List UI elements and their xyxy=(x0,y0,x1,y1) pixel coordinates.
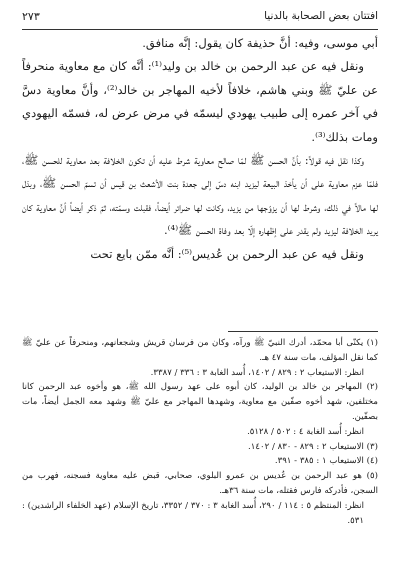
footnote: (٢) المهاجر بن خالد بن الوليد، كان أبوه على عهد رسول الله ﷺ، هو وأخوه عبد الرحمن كانا مختلفين، شهد أخوه صفّين مع معاوية، وشهدها المهاجر مع عليّ ﷺ وشهد معه الجمل أيضاً، مات بصفّين. xyxy=(22,382,378,422)
page-number: ٢٧٣ xyxy=(22,10,40,23)
main-text xyxy=(22,32,378,266)
footnote-reference: انظر: المنتظم ٥ : ١١٤ / ٢٩٠، أُسد الغابة ٣ : ٣٧٠ / ٣٣٥٢، تاريخ الإسلام (عهد الخلفاء الراشدين) : ٥٣١. xyxy=(22,500,365,526)
header-rule xyxy=(22,29,378,30)
footnotes xyxy=(22,336,378,528)
footnote: (٣) الاستيعاب ٢ : ٨٢٩ - ٨٣٠ / ١٤٠٢. xyxy=(248,441,378,452)
footnote: (٥) هو عبد الرحمن بن عُديس بن عمرو البلوي، صحابي، قبض عليه معاوية فسجنه، فهرب من السجن، فأدركه فارس فقتله، مات سنة ٣٦هـ. xyxy=(22,471,378,496)
paragraph: ونقل فيه عن عبد الرحمن بن خالد بن وليد⁽¹⁾: أنَّه كان مع معاوية منحرفاً عن عليّ ﷺ وبني هاشم، خلافاً لأخيه المهاجر بن خالد⁽²⁾، وأنَّ معاوية دسَّ في آخر عمره إلى طبيب يهودي ليسمّه في مرض عرض له، فسمّه اليهودي ومات بذلك⁽³⁾. xyxy=(22,59,378,144)
paragraph: ونقل فيه عن عبد الرحمن بن عُديس⁽⁵⁾: أنَّه ممّن بايع تحت xyxy=(90,246,364,261)
running-title: افتتان بعض الصحابة بالدنيا xyxy=(264,10,378,22)
footnote: (٤) الاستيعاب ١ : ٣٨٥ - ٣٩١. xyxy=(274,456,378,467)
footnote-reference: انظر: الاستيعاب ٢ : ٨٢٩ / ١٤٠٢، أُسد الغابة ٣ : ٣٣٦ / ٣٣٨٧. xyxy=(150,367,364,378)
running-header xyxy=(22,10,378,26)
footnote-separator xyxy=(228,331,378,332)
footnote-reference: انظر: أُسد الغابة ٤ : ٥٠٢ / ٥١٢٨. xyxy=(247,426,364,437)
paragraph: أبي موسى، وفيه: أنَّ حذيفة كان يقول: إنَّه منافق. xyxy=(142,36,378,50)
paragraph: وكذا نقل فيه قولاً: بأنَّ الحسن ﷺ لمّا صالح معاوية شرط عليه أن تكون الخلافة بعد معاوية للحسن ﷺ، فلمّا عزم معاوية على أن يأخذ البيعة ليزيد ابنه دسّ إلى جعدة بنت الأشعث بن قيس أن تسمّ الحسن ﷺ، وبذل لها مالاً في ذلك، وشرط لها أن يزوّجها من يزيد، وكانت لها ضرائر أيضاً، فقبلت وسمّته، ثمّ ذكر أيضاً أنَّ معاوية كان يريد الخلافة ليزيد ولم يقدر على إظهاره إلّا بعد وفاة الحسن ﷺ⁽⁴⁾. xyxy=(22,153,378,238)
footnote: (١) يكنّى أبا محمّد، أدرك النبيّ ﷺ ورآه، وكان من فرسان قريش وشجعانهم، ومنحرفاً عن عليّ ﷺ كما نقل المؤلف، مات سنة ٤٧ هـ. xyxy=(22,338,378,363)
